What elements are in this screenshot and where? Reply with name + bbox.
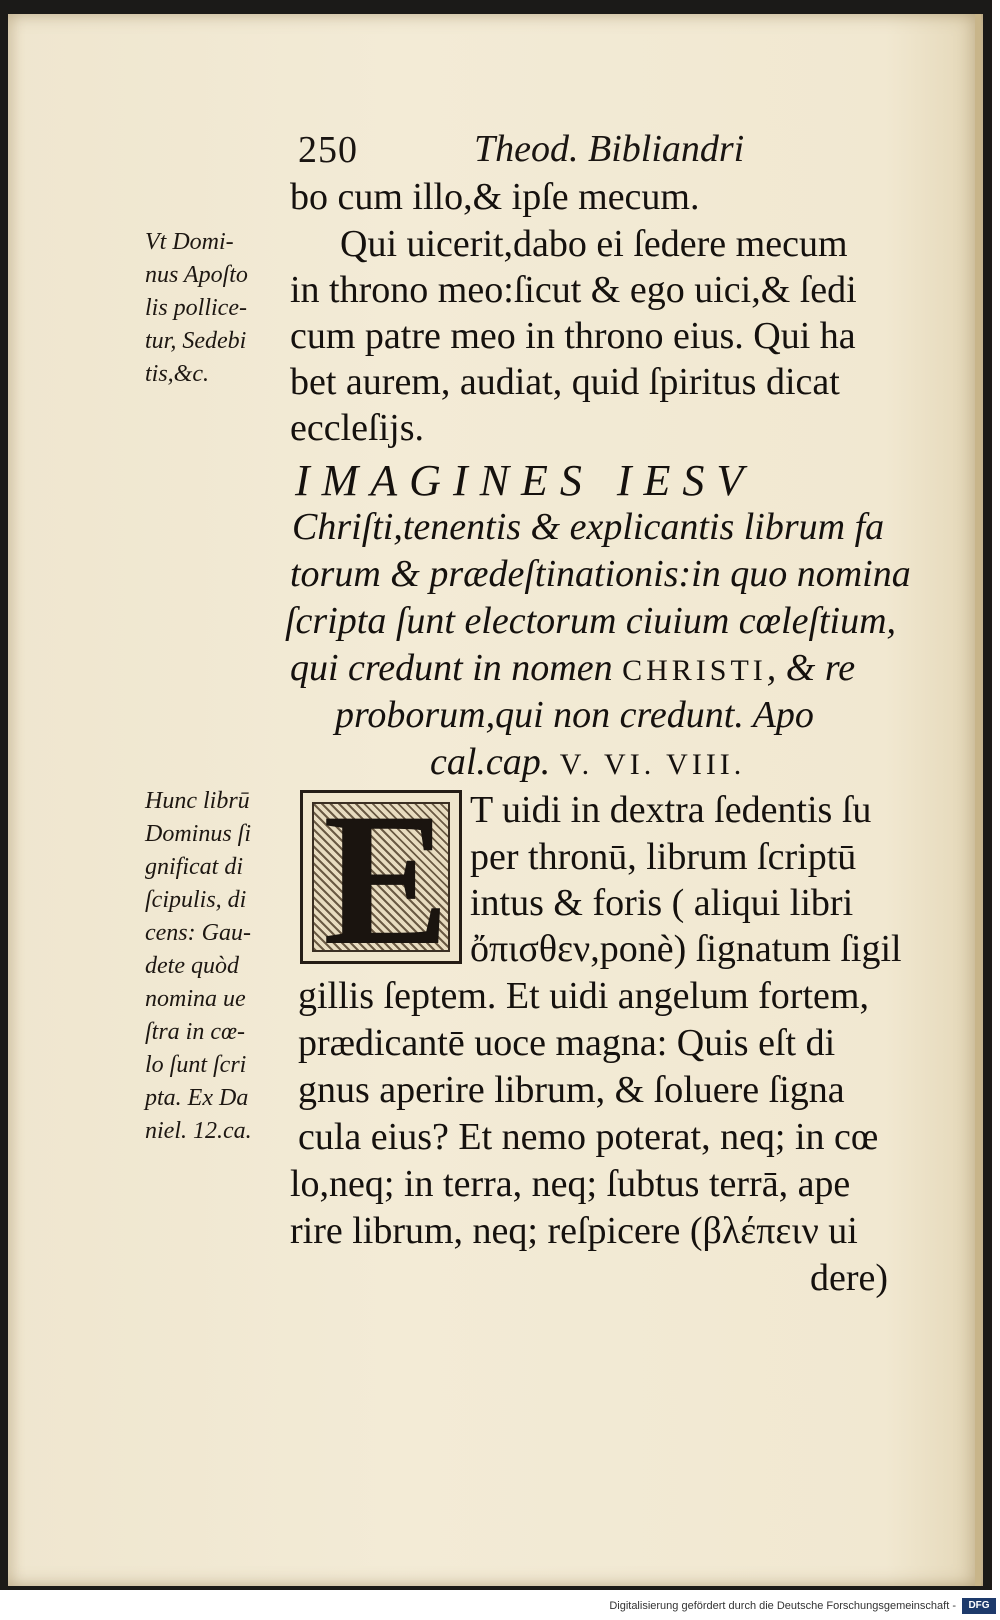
decorated-initial xyxy=(300,775,462,985)
margin-line: Vt Domi- xyxy=(145,229,234,255)
heading-text: qui credunt in nomen xyxy=(290,647,613,689)
text-line: bo cum illo,& ipſe mecum. xyxy=(290,176,700,218)
footer-text: Digitalisierung gefördert durch die Deutsche Forschungsgemeinschaft - xyxy=(609,1600,956,1612)
margin-note xyxy=(145,226,248,391)
margin-line: nus Apoſto xyxy=(145,262,248,288)
margin-line: lo ſunt ſcri xyxy=(145,1052,247,1078)
margin-line: Dominus ſi xyxy=(145,821,252,847)
running-header xyxy=(298,127,745,172)
margin-line: ſtra in cœ- xyxy=(145,1019,245,1045)
body-line: dere) xyxy=(810,1257,889,1299)
heading-line: proborum,qui non credunt. Apo xyxy=(335,694,814,736)
heading-text: cal.cap. xyxy=(430,741,551,783)
heading-line: Chriſti,tenentis & explicantis librum fa xyxy=(292,506,885,548)
body-line: T uidi in dextra ſedentis ſu xyxy=(470,789,872,831)
body-line: prædicantē uoce magna: Quis eſt di xyxy=(298,1022,836,1064)
margin-line: pta. Ex Da xyxy=(145,1085,249,1111)
margin-line: lis pollice- xyxy=(145,295,247,321)
margin-line: ſcipulis, di xyxy=(145,887,247,913)
text-line: bet aurem, audiat, quid ſpiritus dicat xyxy=(290,361,840,403)
heading-line xyxy=(290,646,855,690)
body-line: ὄπισθεν,ponè) ſignatum ſigil xyxy=(470,928,902,970)
body-line: per thronū, librum ſcriptū xyxy=(470,836,857,878)
body-line: lo,neq; in terra, neq; ſubtus terrā, ape xyxy=(290,1163,851,1205)
heading-line xyxy=(430,740,745,784)
body-line: rire librum, neq; reſpicere (βλέπειν ui xyxy=(290,1210,858,1252)
heading-line: ſcripta ſunt electorum ciuium cœleſtium, xyxy=(285,600,897,642)
body-line: gillis ſeptem. Et uidi angelum fortem, xyxy=(298,975,869,1017)
margin-line: tur, Sedebi xyxy=(145,328,247,354)
heading-title: IMAGINES IESV xyxy=(295,456,756,505)
dfg-logo: DFG xyxy=(962,1598,996,1614)
chapter-numbers: V. VI. VIII. xyxy=(559,748,746,781)
heading-text: , & re xyxy=(766,647,856,689)
body-line: gnus aperire librum, & ſoluere ſigna xyxy=(298,1069,845,1111)
margin-line: tis,&c. xyxy=(145,361,209,387)
margin-line: cens: Gau- xyxy=(145,920,251,946)
footer-bar xyxy=(0,1592,1000,1620)
body-line: intus & foris ( aliqui libri xyxy=(470,882,854,924)
margin-line: niel. 12.ca. xyxy=(145,1118,252,1144)
page-number: 250 xyxy=(298,129,358,171)
text-line: eccleſijs. xyxy=(290,407,424,449)
margin-line: gnificat di xyxy=(145,854,243,880)
margin-line: Hunc librū xyxy=(145,788,250,814)
page-edge xyxy=(975,14,981,1586)
body-line: cula eius? Et nemo poterat, neq; in cœ xyxy=(298,1116,879,1158)
heading-line: torum & prædeſtinationis:in quo nomina xyxy=(290,553,911,595)
heading-christi: CHRISTI xyxy=(622,654,767,687)
running-title: Theod. Bibliandri xyxy=(474,128,745,170)
margin-line: nomina ue xyxy=(145,986,246,1012)
text-line: in throno meo:ſicut & ego uici,& ſedi xyxy=(290,269,857,311)
text-line: Qui uicerit,dabo ei ſedere mecum xyxy=(340,223,848,265)
initial-letter: E xyxy=(323,775,450,985)
text-line: cum patre meo in throno eius. Qui ha xyxy=(290,315,856,357)
margin-note xyxy=(145,785,252,1148)
margin-line: dete quòd xyxy=(145,953,239,979)
